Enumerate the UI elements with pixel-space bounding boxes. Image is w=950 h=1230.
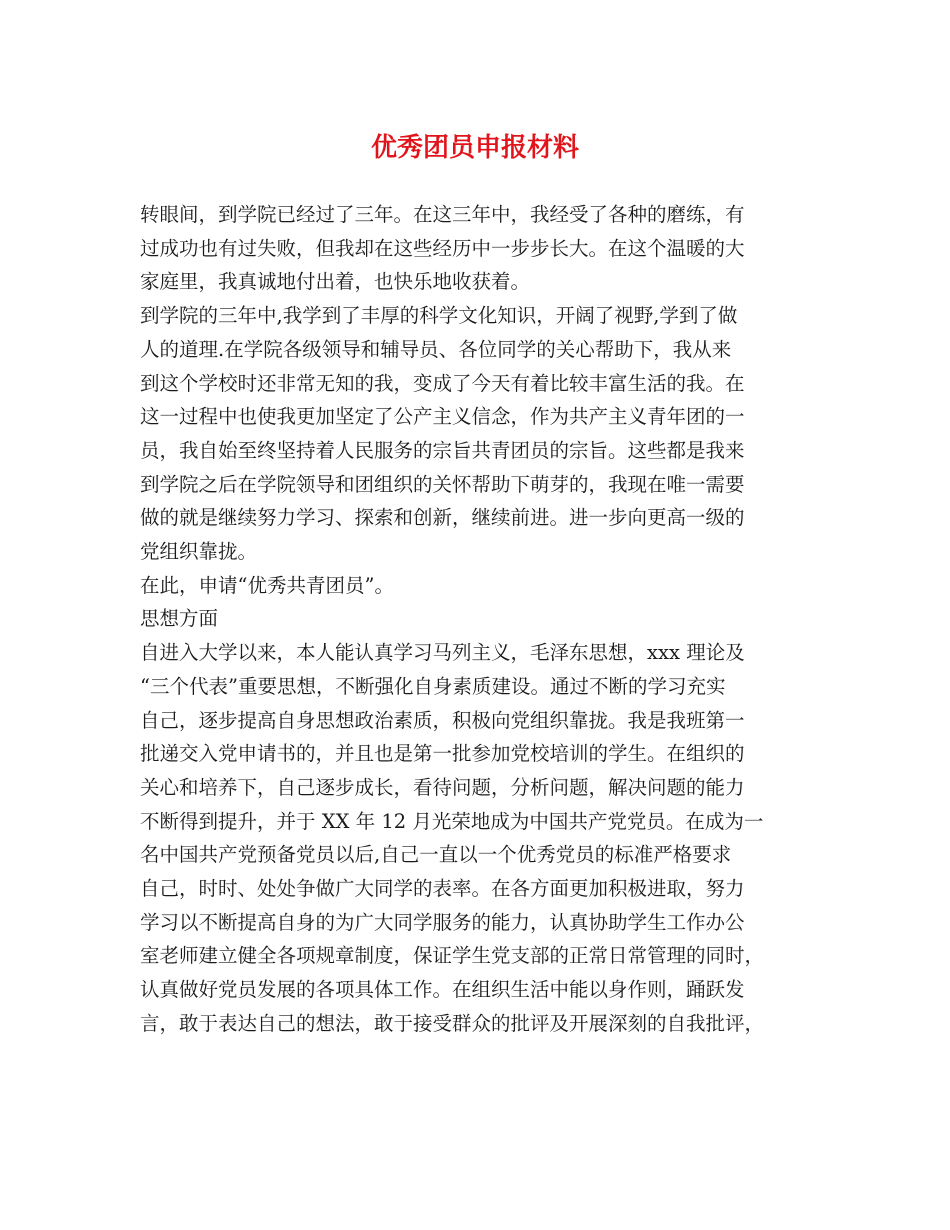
body-line: 这一过程中也使我更加坚定了公产主义信念，作为共产主义青年团的一 xyxy=(140,405,745,429)
body-line: 做的就是继续努力学习、探索和创新，继续前进。进一步向更高一级的 xyxy=(140,506,745,530)
body-line: 到学院的三年中,我学到了丰厚的科学文化知识，开阔了视野,学到了做 xyxy=(140,304,738,328)
body-line: 在此，申请“优秀共青团员”。 xyxy=(140,573,394,597)
body-line: 不断得到提升，并于 XX 年 12 月光荣地成为中国共产党党员。在成为一 xyxy=(140,809,764,833)
body-line: 转眼间，到学院已经过了三年。在这三年中，我经受了各种的磨练，有 xyxy=(140,203,745,226)
body-line: 关心和培养下，自己逐步成长，看待问题，分析问题，解决问题的能力 xyxy=(140,775,745,799)
body-line: 过成功也有过失败，但我却在这些经历中一步步长大。在这个温暖的大 xyxy=(140,236,745,260)
body-line: 自己，逐步提高自身思想政治素质，积极向党组织靠拢。我是我班第一 xyxy=(140,708,745,732)
body-line: 到这个学校时还非常无知的我，变成了今天有着比较丰富生活的我。在 xyxy=(140,371,745,395)
body-line: 言，敢于表达自己的想法，敢于接受群众的批评及开展深刻的自我批评， xyxy=(140,1011,765,1035)
body-line: 学习以不断提高自身的为广大同学服务的能力，认真协助学生工作办公 xyxy=(140,910,745,934)
body-line: 自己，时时、处处争做广大同学的表率。在各方面更加积极进取，努力 xyxy=(140,877,745,901)
body-line: 自进入大学以来，本人能认真学习马列主义，毛泽东思想，xxx 理论及 xyxy=(140,641,745,665)
body-line: 人的道理.在学院各级领导和辅导员、各位同学的关心帮助下，我从来 xyxy=(140,337,732,361)
body-line: 到学院之后在学院领导和团组织的关怀帮助下萌芽的，我现在唯一需要 xyxy=(140,472,745,496)
body-line: 员，我自始至终坚持着人民服务的宗旨共青团员的宗旨。这些都是我来 xyxy=(140,438,745,462)
body-line: 家庭里，我真诚地付出着，也快乐地收获着。 xyxy=(140,270,531,294)
body-line: 名中国共产党预备党员以后,自己一直以一个优秀党员的标准严格要求 xyxy=(140,843,732,867)
body-line: 批递交入党申请书的，并且也是第一批参加党校培训的学生。在组织的 xyxy=(140,742,745,766)
body-line: 认真做好党员发展的各项具体工作。在组织生活中能以身作则，踊跃发 xyxy=(140,978,745,1002)
section-heading: 思想方面 xyxy=(140,607,219,631)
document-body xyxy=(140,198,824,1041)
document-title: 优秀团员申报材料 xyxy=(370,133,579,163)
body-line: 室老师建立健全各项规章制度，保证学生党支部的正常日常管理的同时， xyxy=(140,944,765,968)
body-line: 党组织靠拢。 xyxy=(140,540,258,564)
body-line: “三个代表”重要思想，不断强化自身素质建设。通过不断的学习充实 xyxy=(140,674,726,698)
